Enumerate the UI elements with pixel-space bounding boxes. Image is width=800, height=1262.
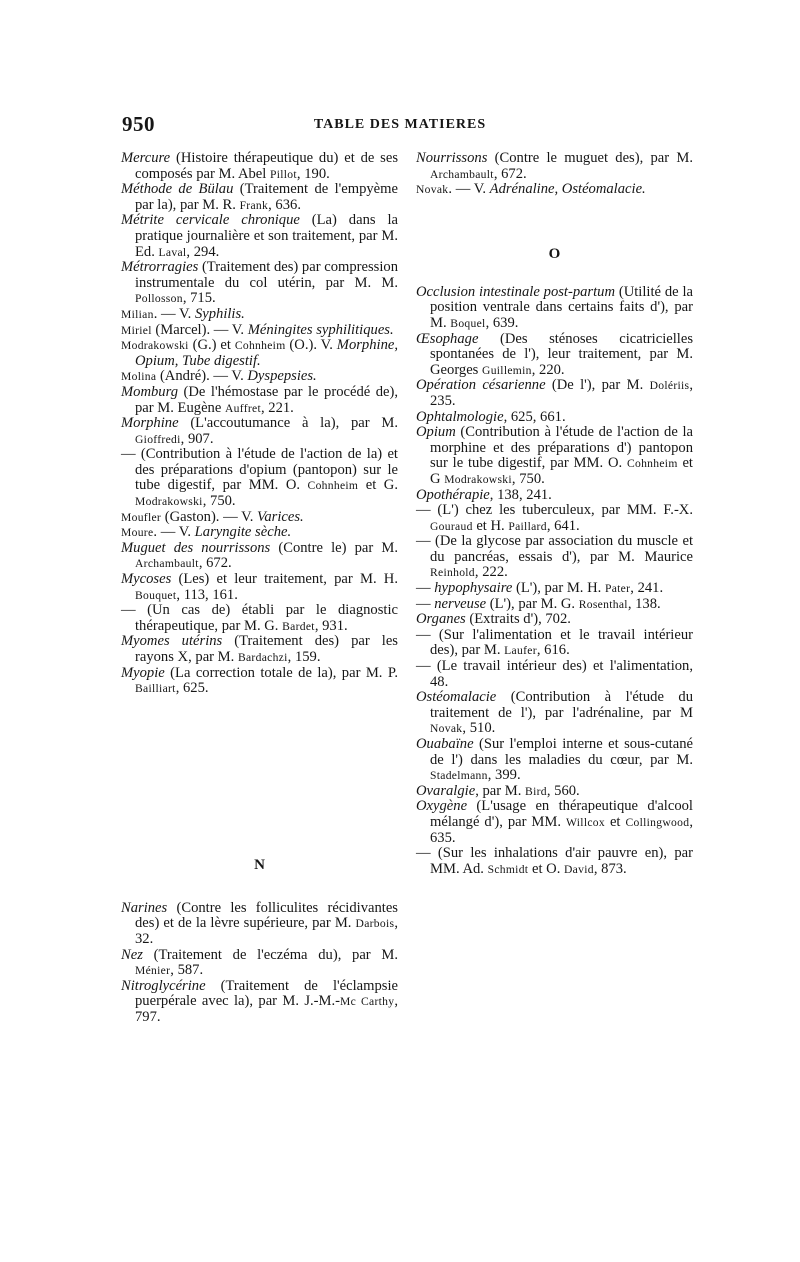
index-entry — [416, 581, 693, 597]
entry-heading: Nez — [121, 946, 143, 963]
entry-author: Laufer — [504, 644, 537, 658]
index-entry — [416, 597, 693, 613]
entry-ref: , 399. — [487, 767, 521, 784]
entry-ref: , 672. — [493, 165, 527, 182]
entry-author: Dolériis — [649, 379, 690, 393]
index-entry — [121, 447, 398, 509]
entry-see-also: Dyspepsies. — [247, 368, 317, 385]
index-entry — [416, 182, 693, 198]
entry-text: (Les) et leur traitement, par M. H. — [171, 571, 398, 588]
entry-text: (Histoire thérapeutique du) et de ses composés par M. Abel — [135, 150, 398, 182]
entry-text: (L'usage en thérapeutique d'alcool mélangé d'), par MM. — [430, 798, 693, 830]
entry-ref: (O.). V. — [285, 337, 337, 354]
entry-author: Laval — [158, 245, 187, 259]
entry-ref: , 616. — [536, 642, 570, 659]
index-entry — [416, 690, 693, 737]
index-entry — [121, 213, 398, 260]
entry-text: (De l'), par M. — [545, 377, 650, 394]
entry-ref: , 32. — [135, 915, 398, 947]
entry-author: Gioffredi — [135, 432, 181, 446]
entry-ref: (André). — V. — [156, 368, 248, 385]
entry-author: Moure — [121, 526, 154, 540]
entry-author: Bardachzi — [237, 651, 288, 664]
index-entry — [416, 378, 693, 409]
entry-author: Cohnheim — [626, 457, 678, 471]
entry-ref: . — V. — [153, 305, 195, 322]
entry-text: — — [416, 595, 435, 612]
entry-heading: Narines — [121, 899, 168, 916]
entry-author: Miriel — [121, 323, 152, 337]
entry-ref: , 750. — [511, 470, 545, 487]
entry-ref: . — V. — [448, 181, 490, 198]
entry-author: Rosenthal — [578, 597, 628, 611]
entry-see-also: Laryngite sèche. — [194, 524, 292, 541]
entry-ref: , 636. — [268, 196, 301, 213]
entry-heading: Nourrissons — [416, 150, 488, 166]
entry-author: Stadelmann — [430, 769, 488, 783]
entry-ref: et O. — [528, 860, 564, 877]
entry-ref: , 190. — [296, 165, 330, 182]
entry-subheading: hypophysaire — [434, 580, 513, 597]
section-letter-n: N — [254, 856, 265, 873]
entry-author: Paillard — [508, 519, 547, 533]
entry-heading: Métrite cervicale chronique — [121, 212, 300, 229]
entry-text: (L'), par M. G. — [486, 595, 579, 612]
index-entry — [416, 503, 693, 534]
entry-author: Modrakowski — [444, 472, 512, 486]
index-entry — [121, 510, 398, 526]
entry-heading: Ostéomalacie — [416, 689, 497, 706]
entry-ref: , 715. — [182, 290, 216, 307]
entry-heading: Morphine — [121, 415, 179, 432]
index-entry — [416, 659, 693, 690]
entry-author: Archambault — [430, 167, 494, 181]
entry-heading: Oxygène — [416, 798, 468, 815]
entry-text: — (Le travail intérieur des) et l'alimentation, 48. — [416, 658, 693, 690]
entry-ref: et H. — [472, 517, 509, 534]
index-entry — [416, 425, 693, 487]
index-entry — [416, 410, 693, 426]
entry-ref: , 641. — [546, 517, 580, 534]
right-column — [416, 151, 693, 877]
index-entry — [416, 799, 693, 846]
entry-ref: , 797. — [135, 993, 398, 1025]
entry-author: Mc Carthy — [340, 995, 395, 1009]
entry-ref: , 672. — [198, 555, 232, 572]
entry-text: , 138, 241. — [489, 486, 552, 503]
entry-ref: , 113, 161. — [176, 586, 238, 603]
index-entry — [416, 784, 693, 800]
entry-ref: , 138. — [627, 595, 661, 612]
index-entry — [121, 666, 398, 697]
entry-author: Boquel — [450, 316, 486, 330]
entry-text: (Extraits d'), 702. — [465, 611, 571, 628]
entry-author: Milian — [121, 307, 154, 321]
entry-ref: , 221. — [260, 399, 294, 416]
n-entries — [121, 901, 398, 1026]
index-entry — [121, 182, 398, 213]
running-title: TABLE DES MATIERES — [313, 117, 487, 132]
entry-ref: , 241. — [630, 580, 664, 597]
index-entry — [416, 488, 693, 504]
entry-author: Bouquet — [135, 588, 177, 602]
entry-subheading: nerveuse — [434, 595, 487, 612]
entry-ref: , 587. — [170, 962, 204, 979]
entry-text: , 625, 661. — [503, 408, 566, 425]
entry-ref: , 235. — [430, 377, 693, 409]
entry-text: (De l'hémostase par le procédé de), par M. Eugène — [135, 383, 398, 416]
entry-author: Cohnheim — [234, 339, 286, 353]
index-entry — [121, 603, 398, 634]
entry-text: (Traitement de l'empyème par la), par M. R. — [135, 181, 398, 213]
entry-ref: . — V. — [153, 524, 195, 541]
index-entry — [121, 307, 398, 323]
entry-text: (Traitement de l'eczéma du), par M. — [142, 946, 398, 963]
entry-ref: , 931. — [314, 617, 348, 634]
index-entry — [121, 572, 398, 603]
entry-heading: Momburg — [121, 383, 179, 400]
left-column — [121, 151, 398, 1026]
index-entry — [121, 323, 398, 339]
entry-text: (Contre le) par M. — [270, 539, 398, 556]
entry-author: David — [564, 862, 594, 876]
entry-text: — (Contribution à l'étude de l'action de la) et des préparations d'opium (pantopon) sur le tube digestif, par MM. O. — [121, 446, 398, 494]
right-top-entries — [416, 151, 693, 198]
entry-text: (Traitement des) par les rayons X, par M. — [135, 633, 398, 665]
entry-heading: Œsophage — [416, 330, 479, 347]
entry-text: (Sur l'emploi interne et sous-cutané de l') dans les maladies du cœur, par M. — [430, 736, 693, 768]
entry-author: Guillemin — [482, 363, 532, 377]
entry-text: — (Sur les inhalations d'air pauvre en), par MM. Ad. — [416, 845, 693, 877]
entry-author: Pillot — [269, 167, 297, 181]
entry-ref: , 907. — [180, 430, 214, 447]
entry-see-also: Syphilis. — [194, 305, 245, 322]
entry-ref: , 510. — [462, 720, 496, 737]
entry-heading: Myomes utérins — [121, 633, 223, 650]
index-entry — [416, 534, 693, 581]
entry-see-also: Varices. — [257, 508, 304, 525]
index-entry — [121, 541, 398, 572]
index-entry — [416, 285, 693, 332]
entry-text: (L'), par M. H. — [512, 580, 605, 597]
entry-ref: (Gaston). — V. — [161, 508, 258, 525]
entry-ref: , 159. — [287, 649, 321, 665]
index-entry — [121, 416, 398, 447]
index-entry — [416, 628, 693, 659]
index-entry — [416, 846, 693, 877]
index-entry — [121, 525, 398, 541]
entry-author: Darbois — [355, 917, 395, 931]
entry-heading: Méthode de Bülau — [121, 181, 234, 198]
entry-text: — (L') chez les tuberculeux, par MM. F.-X. — [416, 502, 693, 519]
entry-heading: Métrorragies — [121, 259, 199, 276]
entry-author: Collingwood — [625, 815, 690, 829]
entry-author: Molina — [121, 370, 157, 384]
index-entry — [121, 151, 398, 182]
entry-author: Willcox — [566, 815, 605, 829]
entry-author: Novak — [430, 722, 463, 736]
entry-text: (La correction totale de la), par M. P. — [164, 664, 398, 681]
entry-ref: (Marcel). — V. — [151, 321, 248, 338]
index-entry — [121, 634, 398, 665]
entry-heading: Occlusion intestinale post-partum — [416, 283, 616, 300]
entry-ref: , 750. — [202, 493, 236, 510]
entry-text: (Des sténoses cicatricielles spontanées de l'), leur traitement, par M. Georges — [430, 330, 693, 378]
entry-see-also: Méningites syphilitiques. — [247, 321, 394, 338]
entry-text: — — [416, 580, 435, 597]
index-entry — [121, 338, 398, 369]
page-number: 950 — [122, 112, 155, 136]
entry-author: Pater — [604, 582, 631, 596]
entry-heading: Organes — [416, 611, 466, 628]
entry-heading: Opothérapie — [416, 486, 490, 503]
entry-text: (Traitement des) par compression instrumentale du col utérin, par M. M. — [135, 259, 398, 291]
entry-author: Auffret — [224, 401, 261, 415]
entry-text: (Contribution à l'étude du traitement de l'), par l'adrénaline, par M — [430, 689, 693, 721]
entry-text: (Utilité de la position ventrale dans certains faits d'), par M. — [430, 283, 693, 331]
entry-text: (Contre les folliculites récidivantes des) et de la lèvre supérieure, par M. — [135, 899, 398, 932]
entry-heading: Opium — [416, 424, 456, 441]
index-entry — [121, 901, 398, 948]
entry-heading: Mercure — [121, 150, 171, 166]
entry-see-also: Adrénaline, Ostéomalacie. — [489, 181, 646, 198]
index-entry — [416, 737, 693, 784]
entry-author: Cohnheim — [307, 479, 359, 493]
entry-heading: Opération césarienne — [416, 377, 546, 394]
entry-text: — (Sur l'alimentation et le travail intérieur des), par M. — [416, 626, 693, 659]
entry-author: Pollosson — [135, 292, 183, 306]
entry-heading: Myopie — [121, 664, 165, 681]
entry-author: Bardet — [282, 619, 315, 633]
entry-ref: , 625. — [175, 680, 209, 697]
entry-ref: , 873. — [593, 860, 627, 877]
entry-ref: et — [604, 813, 626, 830]
section-letter-o: O — [548, 245, 561, 262]
entry-heading: Mycoses — [121, 571, 172, 588]
entry-ref: (G.) et — [188, 337, 235, 354]
entry-author: Reinhold — [430, 566, 475, 580]
entry-author: Archambault — [135, 557, 199, 571]
entry-ref: , 294. — [186, 243, 220, 260]
entry-text: (Contribution à l'étude de l'action de la morphine et des préparations d') pantopon sur le tube digestif, par MM. O. — [430, 424, 693, 472]
index-entry — [121, 260, 398, 307]
index-entry — [121, 979, 398, 1026]
entry-see-also: Morphine, Opium, Tube digestif. — [135, 337, 398, 369]
entry-text: , par M. — [475, 782, 526, 799]
entry-author: Novak — [416, 183, 449, 197]
entry-heading: Ovaralgie — [416, 782, 476, 799]
entry-author: Schmidt — [487, 862, 529, 876]
entry-author: Ménier — [135, 964, 171, 978]
entry-heading: Nitroglycérine — [121, 977, 206, 994]
index-entry — [121, 385, 398, 416]
o-entries — [416, 285, 693, 878]
entry-text: (Contre le muguet des), par M. — [487, 150, 693, 166]
index-entry — [416, 151, 693, 182]
entry-author: Moufler — [121, 510, 162, 524]
entry-author: Modrakowski — [121, 339, 189, 353]
entry-text: — (De la glycose par association du muscle et du pancréas, essais d'), par M. Maurice — [416, 533, 693, 565]
entry-ref: et G — [430, 455, 693, 487]
entry-author: Modrakowski — [135, 495, 203, 509]
entry-heading: Ophtalmologie — [416, 408, 504, 425]
index-entry — [121, 948, 398, 979]
entry-ref: , 220. — [531, 361, 565, 378]
entry-heading: Ouabaïne — [416, 736, 474, 752]
entry-text: (La) dans la pratique journalière et son traitement, par M. Ed. — [135, 212, 398, 260]
entry-author: Bird — [525, 784, 547, 798]
entry-ref: , 222. — [474, 564, 508, 581]
entry-text: — (Un cas de) établi par le diagnostic thérapeutique, par M. G. — [121, 602, 398, 634]
entry-author: Frank — [239, 198, 269, 212]
entry-ref: , 635. — [430, 813, 693, 846]
entry-text: (Traitement de l'éclampsie puerpérale avec la), par M. J.-M.- — [135, 977, 398, 1010]
entry-heading: Muguet des nourrissons — [121, 539, 271, 556]
entry-ref: et G. — [358, 477, 398, 494]
left-entries — [121, 151, 398, 697]
index-entry — [121, 369, 398, 385]
entry-text: (L'accoutumance à la), par M. — [178, 415, 398, 432]
entry-ref: , 560. — [546, 782, 580, 799]
entry-author: Bailliart — [135, 682, 176, 696]
index-entry — [416, 332, 693, 379]
index-entry — [416, 612, 693, 628]
entry-author: Gouraud — [430, 519, 473, 533]
entry-ref: , 639. — [485, 314, 519, 331]
